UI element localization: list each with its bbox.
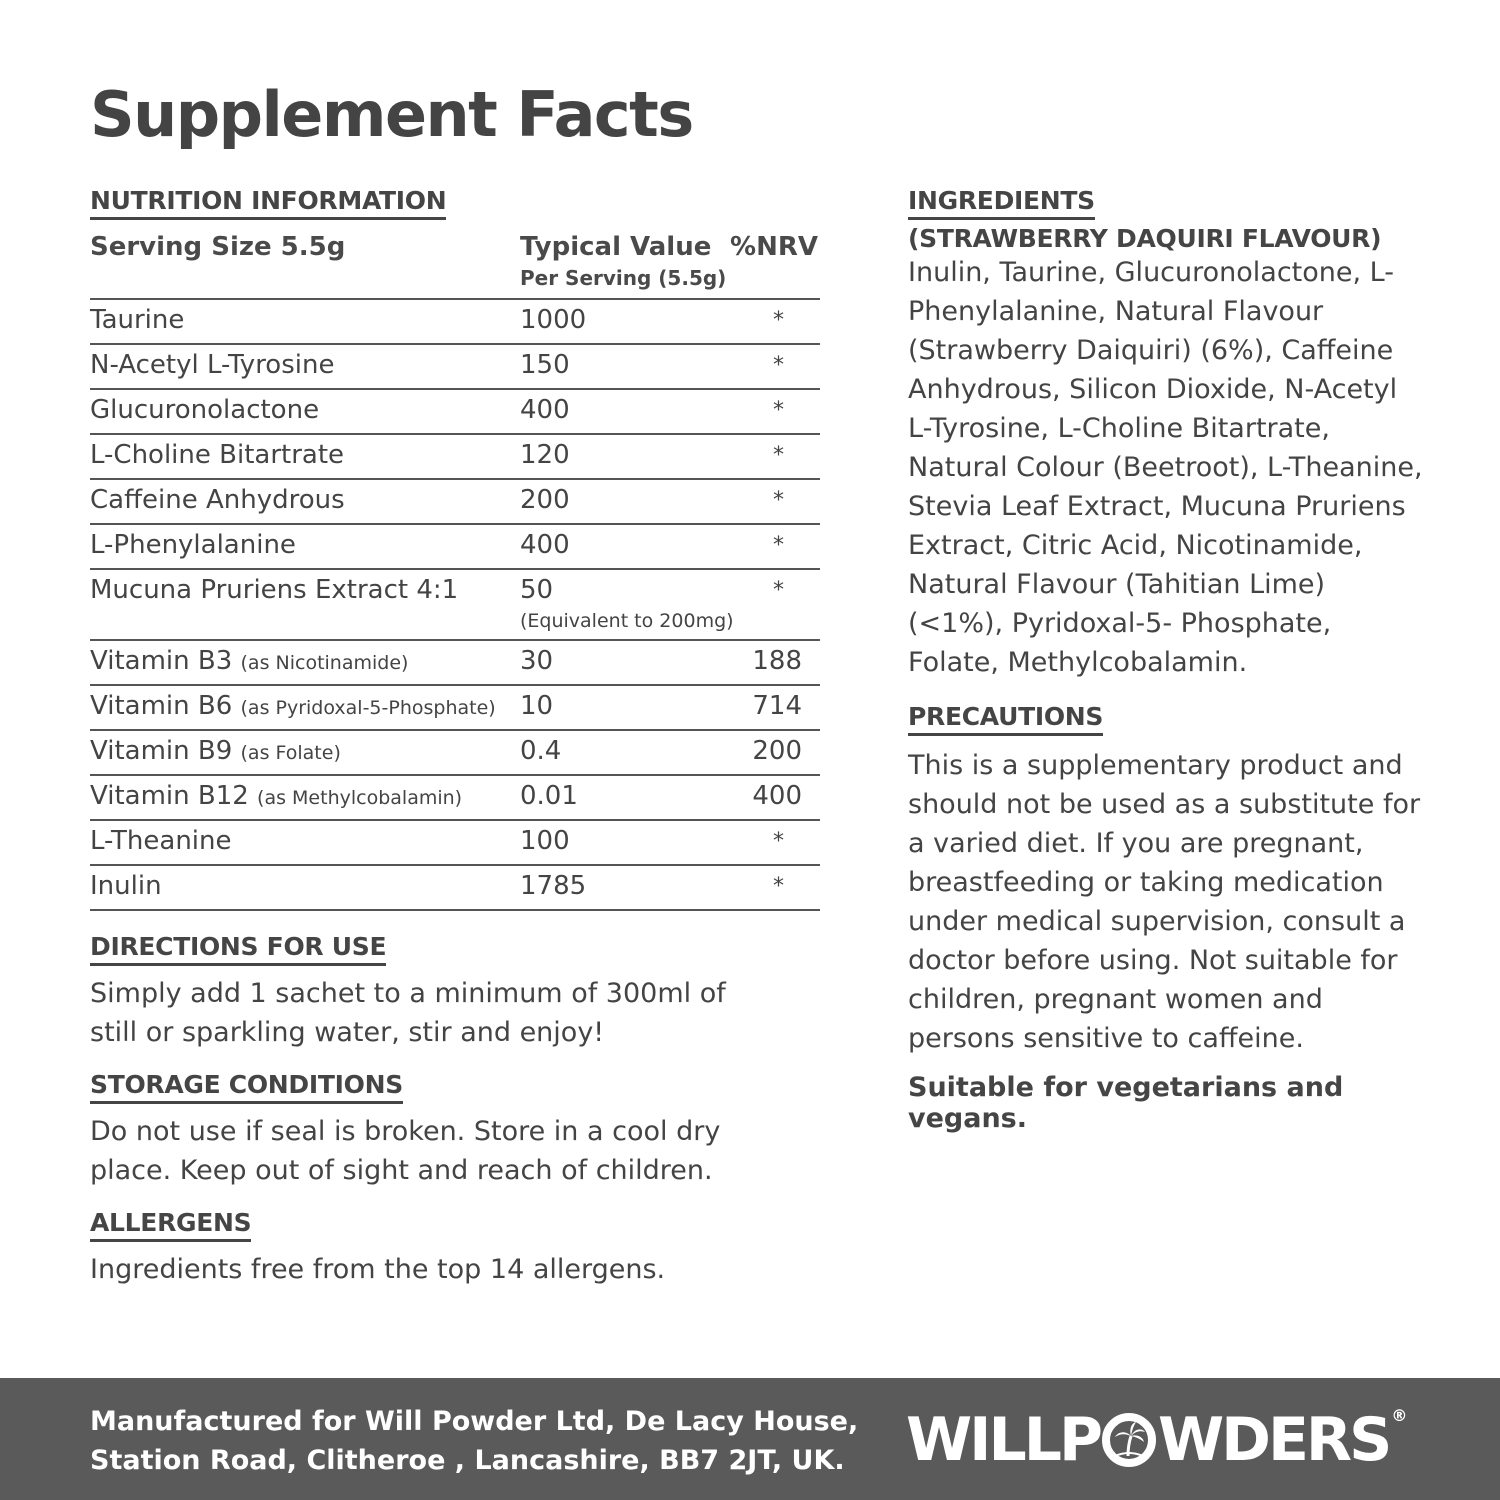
nutrient-value: 50	[520, 575, 554, 605]
nutrient-label: L-Phenylalanine	[90, 530, 296, 560]
nutrient-label: Taurine	[90, 305, 185, 335]
nutrient-name	[90, 575, 458, 605]
nutrient-label: Vitamin B12	[90, 781, 249, 811]
table-row	[90, 570, 820, 641]
table-row	[90, 480, 820, 525]
table-row	[90, 525, 820, 570]
nutrient-label: Vitamin B3	[90, 646, 233, 676]
nutrient-value: 0.4	[520, 736, 562, 766]
table-row	[90, 345, 820, 390]
nutrient-value: 100	[520, 826, 570, 856]
allergens-heading: ALLERGENS	[90, 1208, 251, 1242]
nutrient-value: 400	[520, 395, 570, 425]
nutrient-source-note: (as Pyridoxal-5-Phosphate)	[240, 697, 496, 719]
nutrient-nrv: 200	[752, 736, 802, 766]
nutrition-table-header	[90, 186, 820, 300]
nutrient-value: 1000	[520, 305, 587, 335]
address-line-2: Station Road, Clitheroe , Lancashire, BB7 2JT, UK.	[90, 1445, 845, 1476]
directions-text: Simply add 1 sachet to a minimum of 300ml of still or sparkling water, stir and enjoy!	[90, 978, 726, 1048]
precautions-heading: PRECAUTIONS	[908, 702, 1103, 736]
nutrient-name	[90, 440, 344, 470]
nutrient-value: 200	[520, 485, 570, 515]
nutrient-name	[90, 530, 296, 560]
nutrient-label: Glucuronolactone	[90, 395, 320, 425]
storage-section	[90, 1070, 810, 1190]
precautions-text: This is a supplementary product and should not be used as a substitute for a varied diet. If you are pregnant, breastfeeding or taking medication under medical supervision, consult a doctor before using. Not suitable for children, pregnant women and persons sensitive to caffeine.	[908, 750, 1421, 1054]
nutrient-label: Vitamin B9	[90, 736, 233, 766]
nutrient-name	[90, 395, 319, 425]
nutrient-nrv: *	[773, 398, 784, 423]
nutrient-nrv: *	[773, 353, 784, 378]
footer	[0, 1378, 1500, 1500]
ingredients-heading: INGREDIENTS	[908, 186, 1095, 220]
table-row	[90, 731, 820, 776]
nutrient-nrv: *	[773, 829, 784, 854]
nutrient-nrv: *	[773, 578, 784, 603]
nutrition-heading: NUTRITION INFORMATION	[90, 186, 446, 220]
page-title: Supplement Facts	[90, 78, 693, 151]
serving-size: Serving Size 5.5g	[90, 232, 346, 262]
nutrient-source-note: (as Nicotinamide)	[240, 652, 409, 674]
nutrient-value: 400	[520, 530, 570, 560]
nutrient-name	[90, 305, 184, 335]
ingredients-text: Inulin, Taurine, Glucuronolactone, L-Phenylalanine, Natural Flavour (Strawberry Daiquiri) (6%), Caffeine Anhydrous, Silicon Dioxide, N-Acetyl L-Tyrosine, L-Choline Bitartrate, Natural Colour (Beetroot), L-Theanine, Stevia Leaf Extract, Mucuna Pruriens Extract, Citric Acid, Nicotinamide, Natural Flavour (Tahitian Lime) (<1%), Pyridoxal-5- Phosphate, Folate, Methylcobalamin.	[908, 257, 1423, 678]
nutrient-name	[90, 485, 345, 515]
table-row	[90, 686, 820, 731]
logo-text-right: WDERS	[1157, 1405, 1390, 1475]
nutrient-name	[90, 691, 496, 721]
nutrition-table-body	[90, 300, 820, 911]
nutrient-name	[90, 826, 232, 856]
nutrient-value: 1785	[520, 871, 587, 901]
nutrient-name	[90, 781, 462, 811]
nutrient-nrv: *	[773, 443, 784, 468]
table-row	[90, 435, 820, 480]
nutrition-section	[90, 186, 820, 911]
nutrient-nrv: 400	[752, 781, 802, 811]
nutrient-name	[90, 646, 408, 676]
brand-logo	[906, 1400, 1407, 1480]
nutrient-nrv: *	[773, 488, 784, 513]
nutrient-label: L-Choline Bitartrate	[90, 440, 345, 470]
nutrient-nrv: 188	[752, 646, 802, 676]
directions-heading: DIRECTIONS FOR USE	[90, 932, 386, 966]
nutrient-label: Mucuna Pruriens Extract 4:1	[90, 575, 459, 605]
nutrient-nrv: *	[773, 874, 784, 899]
nutrient-value: 10	[520, 691, 554, 721]
nutrient-name	[90, 350, 334, 380]
nutrient-nrv: *	[773, 308, 784, 333]
table-row	[90, 821, 820, 866]
nutrient-label: Inulin	[90, 871, 162, 901]
per-serving-header: Per Serving (5.5g)	[520, 266, 727, 290]
registered-mark: ®	[1391, 1406, 1408, 1425]
address-line-1: Manufactured for Will Powder Ltd, De Lacy House,	[90, 1406, 859, 1437]
nutrient-value: 0.01	[520, 781, 578, 811]
storage-text: Do not use if seal is broken. Store in a cool dry place. Keep out of sight and reach of children.	[90, 1116, 721, 1186]
nutrient-source-note: (as Folate)	[240, 742, 341, 764]
storage-heading: STORAGE CONDITIONS	[90, 1070, 403, 1104]
nutrient-value: 30	[520, 646, 554, 676]
palm-tree-icon	[1101, 1412, 1157, 1468]
typical-value-header: Typical Value	[520, 232, 712, 262]
directions-section	[90, 932, 810, 1052]
nutrient-value: 150	[520, 350, 570, 380]
nutrient-nrv: *	[773, 533, 784, 558]
nrv-header: %NRV	[730, 232, 818, 262]
nutrient-name	[90, 736, 341, 766]
nutrient-value: 120	[520, 440, 570, 470]
table-row	[90, 300, 820, 345]
nutrient-label: Vitamin B6	[90, 691, 233, 721]
ingredients-flavour: (STRAWBERRY DAQUIRI FLAVOUR)	[908, 224, 1382, 253]
nutrient-label: L-Theanine	[90, 826, 232, 856]
right-column	[908, 186, 1428, 1134]
table-row	[90, 390, 820, 435]
allergens-section	[90, 1208, 810, 1289]
nutrient-equivalent: (Equivalent to 200mg)	[520, 610, 734, 632]
table-row	[90, 866, 820, 911]
nutrient-nrv: 714	[752, 691, 802, 721]
nutrient-label: Caffeine Anhydrous	[90, 485, 345, 515]
manufacturer-address	[90, 1402, 858, 1480]
nutrient-label: N-Acetyl L-Tyrosine	[90, 350, 335, 380]
nutrient-source-note: (as Methylcobalamin)	[257, 787, 463, 809]
table-row	[90, 776, 820, 821]
vegan-note: Suitable for vegetarians and vegans.	[908, 1072, 1344, 1134]
table-row	[90, 641, 820, 686]
nutrient-name	[90, 871, 162, 901]
allergens-text: Ingredients free from the top 14 allergens.	[90, 1254, 666, 1285]
logo-text-left: WILLP	[906, 1405, 1100, 1475]
